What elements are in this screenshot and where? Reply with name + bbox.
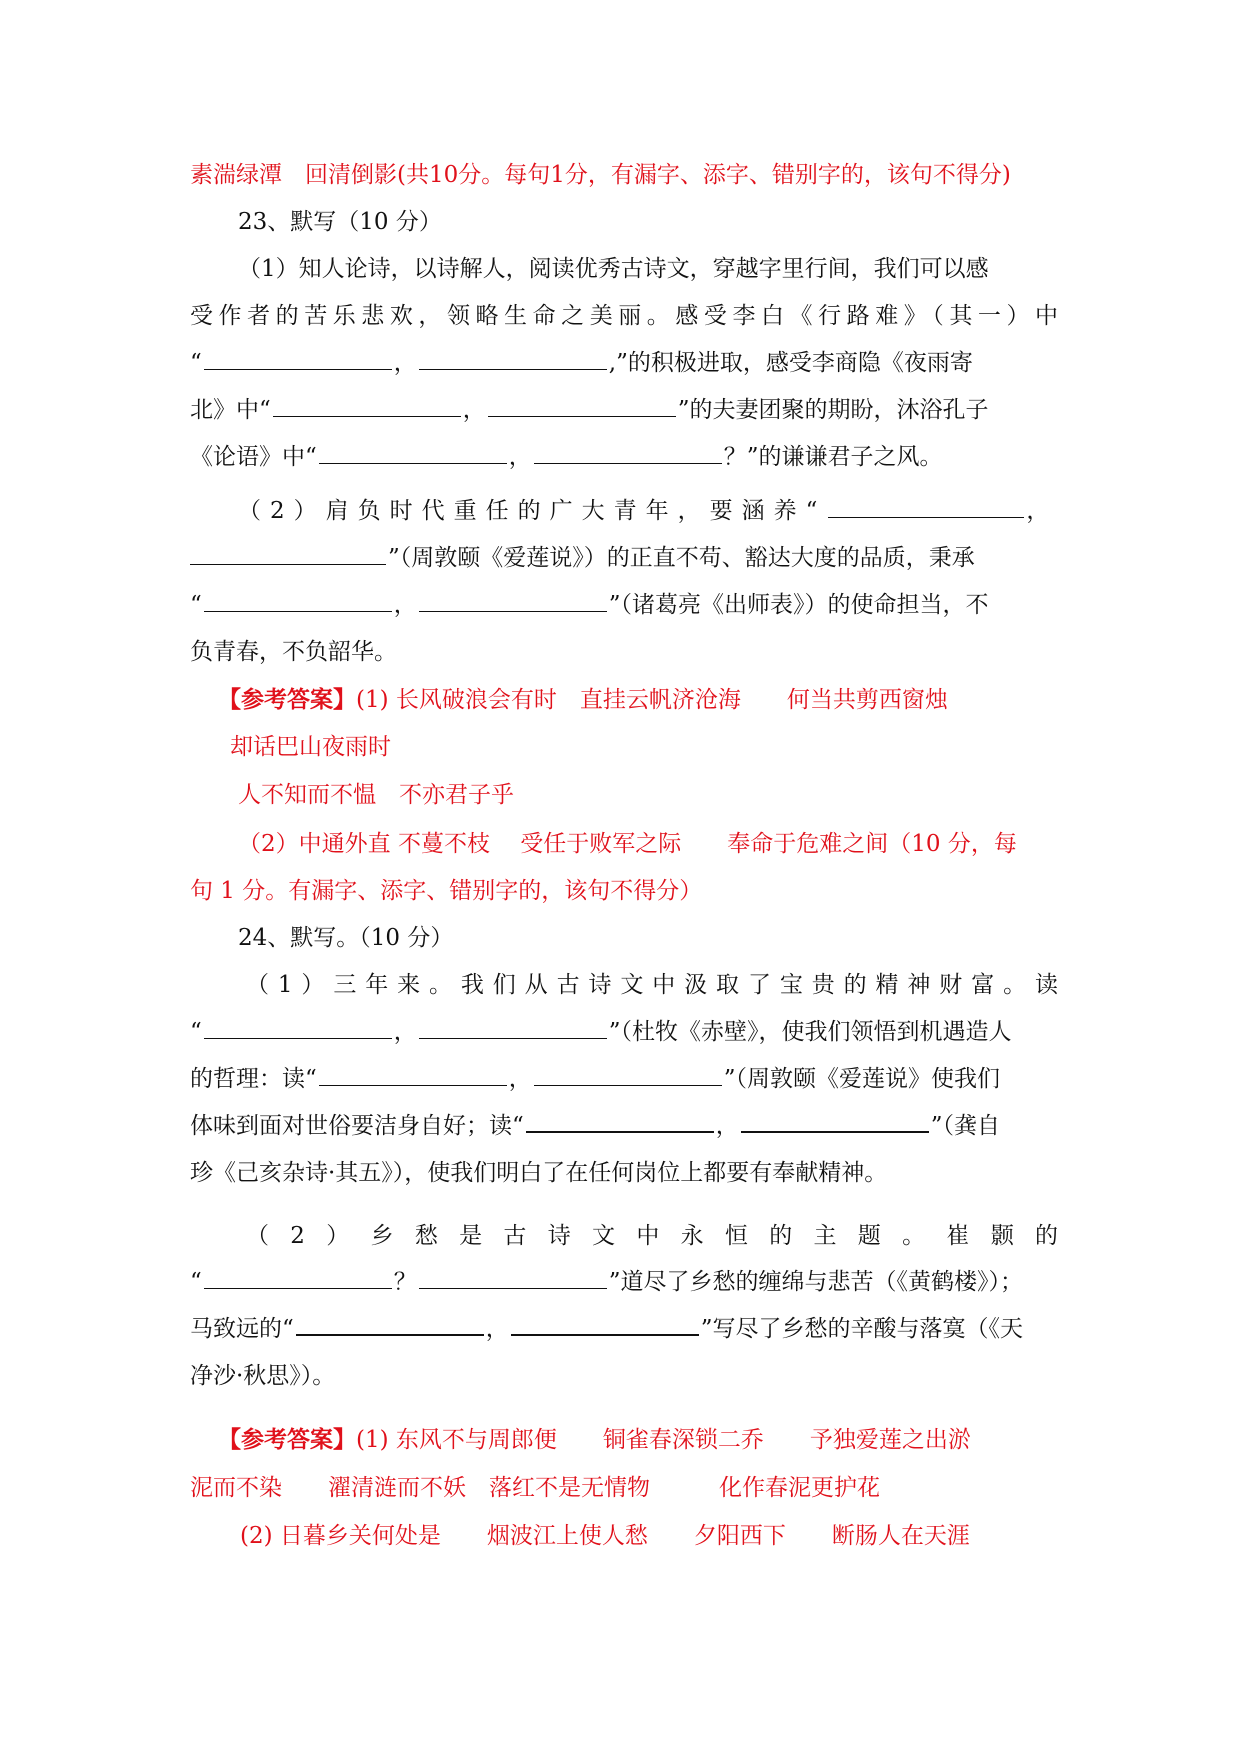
question-24-blank-line-5 [190, 1307, 1058, 1351]
question-23-blank-line-2 [190, 388, 1058, 432]
fill-blank[interactable] [488, 392, 676, 417]
text-head: 《论语》中“ [190, 444, 317, 470]
text-tail: ,”的积极进取，感受李商隐《夜雨寄 [608, 350, 973, 376]
question-24-blank-line-1 [190, 1010, 1058, 1054]
text-tail: ”道尽了乡愁的缠绵与悲苦（《黄鹤楼》）； [608, 1269, 1024, 1295]
text-tail: ”的夫妻团聚的期盼，沐浴孔子 [677, 397, 989, 423]
comma: ， [715, 1113, 739, 1139]
fill-blank[interactable] [419, 587, 607, 612]
question-24-part2-intro: （2）乡愁是古诗文中永恒的主题。崔颢的 [246, 1223, 1058, 1249]
quote-open: “ [190, 350, 202, 376]
fill-blank[interactable] [534, 1061, 722, 1086]
text-tail: ”（杜牧《赤壁》，使我们领悟到机遇造人 [608, 1019, 1012, 1045]
question-23-part2-line-1 [238, 489, 1058, 533]
fill-blank[interactable] [534, 439, 722, 464]
question-23-part1-text: 受作者的苦乐悲欢，领略生命之美丽。感受李白《行路难》（其一）中 [190, 303, 1058, 329]
text-tail: ？”的谦谦君子之风。 [723, 444, 943, 470]
comma: ， [508, 1066, 532, 1092]
text-head: 的哲理：读“ [190, 1066, 317, 1092]
question-24-blank-line-4 [190, 1260, 1058, 1304]
quote-open: “ [190, 1269, 202, 1295]
answer-24-line-1 [218, 1418, 1058, 1462]
comma: ， [462, 397, 486, 423]
quote-open: “ [190, 592, 202, 618]
fill-blank[interactable] [204, 1264, 392, 1289]
question-23-part2-line-2 [190, 536, 1058, 580]
text-head: （2）肩负时代重任的广大青年，要涵养“ [238, 498, 827, 524]
comma: ， [393, 592, 417, 618]
answer-text: (1) 长风破浪会有时 直挂云帆济沧海 何当共剪西窗烛 [356, 687, 948, 713]
fill-blank[interactable] [741, 1107, 929, 1133]
question-24-part1-end: 珍《己亥杂诗·其五》），使我们明白了在任何岗位上都要有奉献精神。 [190, 1160, 888, 1186]
answer-continuation-22: 素湍绿潭 回清倒影(共10分。每句1分，有漏字、添字、错别字的，该句不得分) [190, 162, 1011, 188]
fill-blank[interactable] [204, 587, 392, 612]
text-tail: ”（周敦颐《爱莲说》）的正直不苟、豁达大度的品质，秉承 [388, 545, 975, 571]
question-23-blank-line-1 [190, 341, 1058, 385]
fill-blank[interactable] [296, 1310, 484, 1336]
fill-blank[interactable] [273, 392, 461, 417]
question-mark: ？ [393, 1269, 417, 1295]
fill-blank[interactable] [511, 1310, 699, 1336]
answer-24-line-3: (2) 日暮乡关何处是 烟波江上使人愁 夕阳西下 断肠人在天涯 [240, 1523, 970, 1549]
question-23-part2-line-4: 负青春，不负韶华。 [190, 639, 397, 665]
text-tail: ”（龚自 [930, 1113, 1001, 1139]
answer-23-line-1 [218, 678, 1058, 722]
comma: ， [393, 350, 417, 376]
fill-blank[interactable] [319, 439, 507, 464]
answer-23-line-4: （2）中通外直 不蔓不枝 受任于败军之际 奉命于危难之间（10 分，每 [238, 831, 1017, 857]
fill-blank[interactable] [204, 345, 392, 370]
text-tail: ”（周敦颐《爱莲说》使我们 [723, 1066, 1001, 1092]
fill-blank[interactable] [204, 1014, 392, 1039]
text-tail: ”写尽了乡愁的辛酸与落寞（《天 [700, 1316, 1024, 1342]
question-23-heading: 23、默写（10 分） [238, 209, 442, 235]
fill-blank[interactable] [190, 540, 386, 565]
answer-label: 【参考答案】 [218, 686, 356, 713]
fill-blank[interactable] [828, 493, 1024, 518]
comma: ， [393, 1019, 417, 1045]
quote-open: “ [190, 1019, 202, 1045]
question-23-part2-line-3 [190, 583, 1058, 627]
text-head: 马致远的“ [190, 1316, 294, 1342]
answer-23-line-2: 却话巴山夜雨时 [230, 734, 391, 760]
fill-blank[interactable] [419, 1264, 607, 1289]
question-24-blank-line-3 [190, 1104, 1058, 1148]
question-24-blank-line-2 [190, 1057, 1058, 1101]
answer-23-line-5: 句 1 分。有漏字、添字、错别字的，该句不得分） [190, 878, 703, 904]
question-24-part2-end: 净沙·秋思》）。 [190, 1363, 336, 1389]
question-23-blank-line-3 [190, 435, 1058, 479]
question-24-heading: 24、默写。（10 分） [238, 925, 454, 951]
answer-24-line-2: 泥而不染 濯清涟而不妖 落红不是无情物 化作春泥更护花 [190, 1475, 880, 1501]
question-24-part1-intro: （1）三年来。我们从古诗文中汲取了宝贵的精神财富。读 [246, 972, 1058, 998]
fill-blank[interactable] [526, 1107, 714, 1133]
answer-text: (1) 东风不与周郎便 铜雀春深锁二乔 予独爱莲之出淤 [356, 1427, 971, 1453]
question-23-part1-intro: （1）知人论诗，以诗解人，阅读优秀古诗文，穿越字里行间，我们可以感 [238, 256, 989, 282]
comma: ， [485, 1316, 509, 1342]
comma: ， [508, 444, 532, 470]
text-head: 北》中“ [190, 397, 271, 423]
fill-blank[interactable] [419, 1014, 607, 1039]
text-tail: ”（诸葛亮《出师表》）的使命担当，不 [608, 592, 989, 618]
comma: ， [1026, 498, 1050, 524]
text-head: 体味到面对世俗要洁身自好；读“ [190, 1113, 524, 1139]
fill-blank[interactable] [319, 1061, 507, 1086]
fill-blank[interactable] [419, 345, 607, 370]
answer-label: 【参考答案】 [218, 1426, 356, 1453]
answer-23-line-3: 人不知而不愠 不亦君子乎 [238, 782, 514, 808]
